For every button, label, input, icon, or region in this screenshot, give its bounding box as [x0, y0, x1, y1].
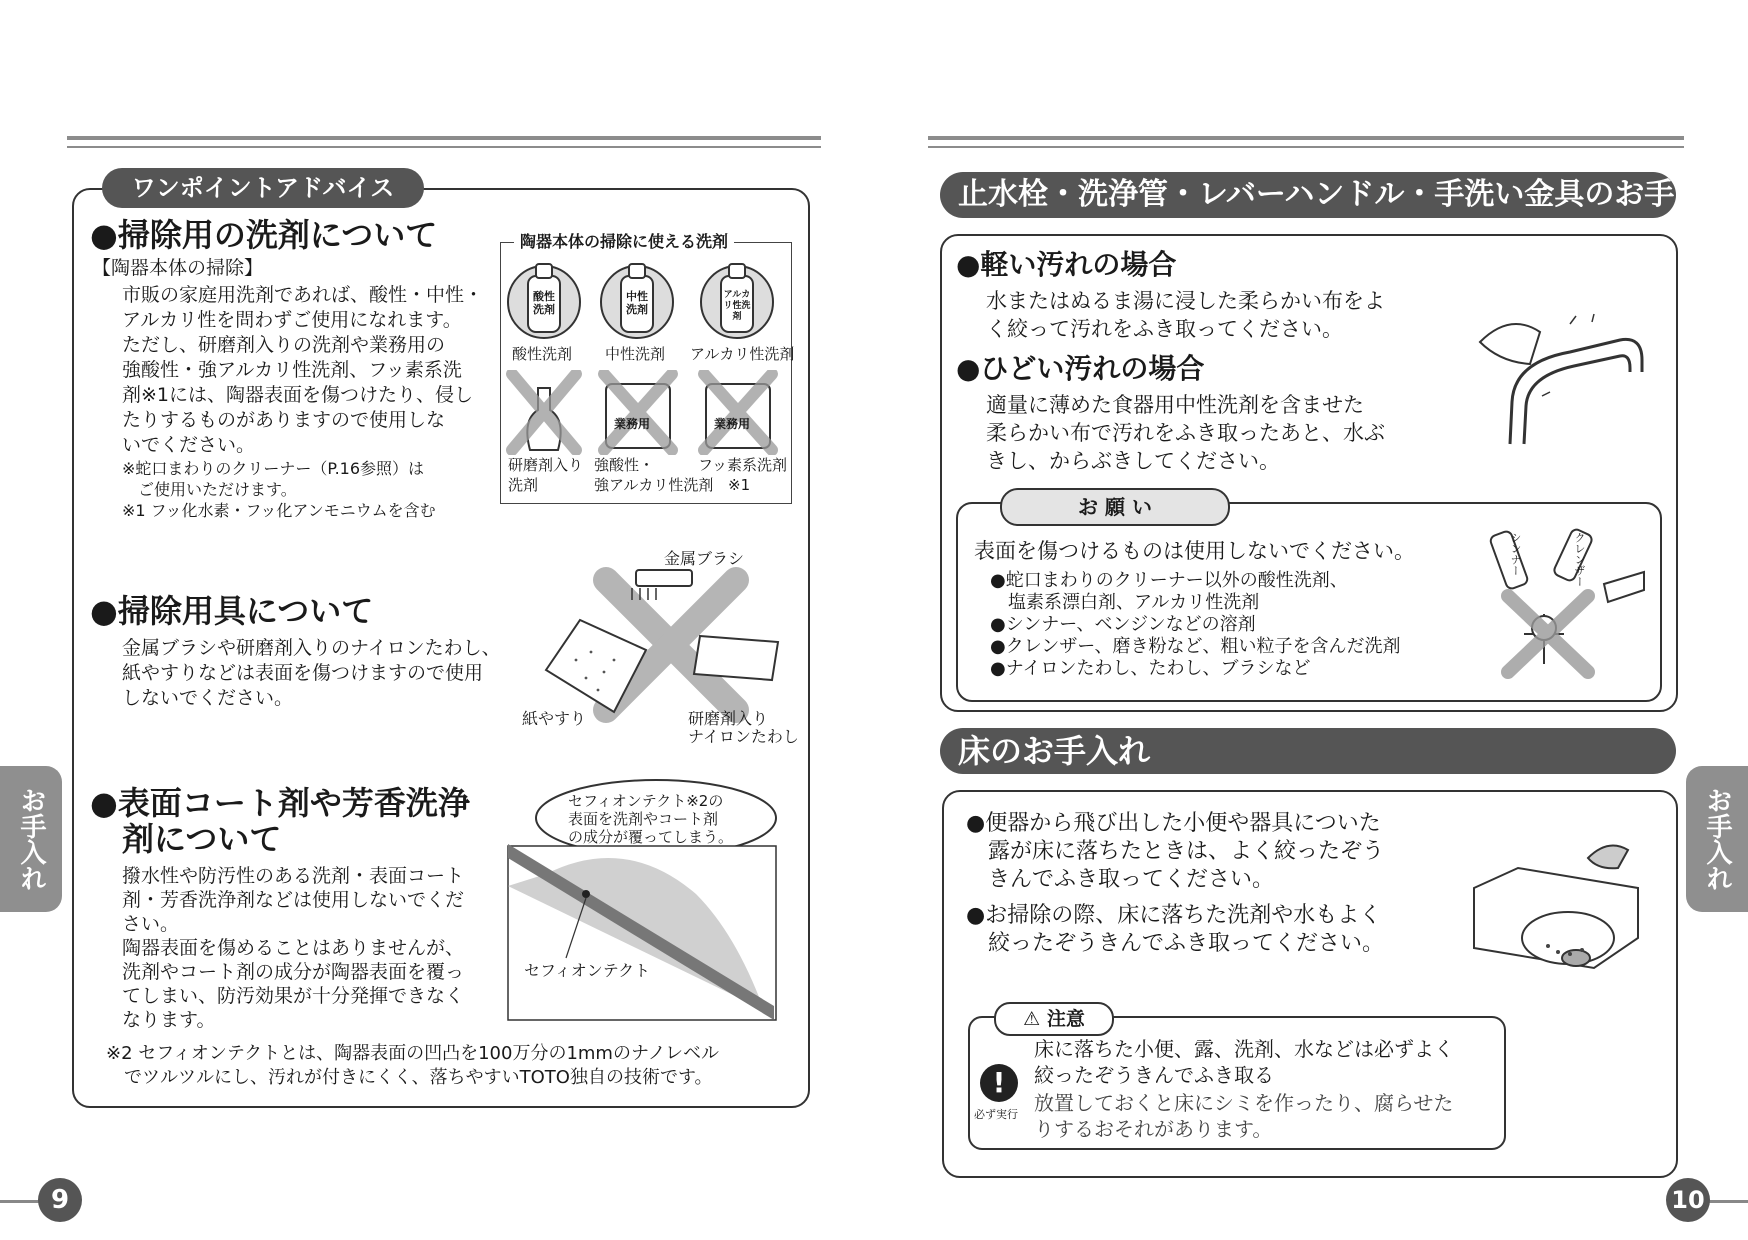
- ok-label: 中性洗剤: [605, 345, 666, 363]
- coating-body-line: 洗剤やコート剤の成分が陶器表面を覆っ: [122, 961, 465, 983]
- tools-body-line: しないでください。: [122, 687, 294, 709]
- coating-body-line: 陶器表面を傷めることはありませんが、: [122, 937, 465, 959]
- right-top-rule-thin: [928, 146, 1684, 148]
- request-label: お 願 い: [1000, 488, 1230, 526]
- body-line: 強酸性・強アルカリ性洗剤、フッ素系洗: [122, 359, 462, 381]
- coating-body-line: さい。: [122, 913, 180, 935]
- request-lead: 表面を傷つけるものは使用しないでください。: [974, 539, 1415, 563]
- metal-brush-label: 金属ブラシ: [664, 549, 745, 568]
- tools-body-line: 紙やすりなどは表面を傷つけますので使用: [122, 662, 484, 684]
- ng-label: 研磨剤入り: [508, 456, 584, 474]
- thinner-bottle-label: シンナー: [1509, 532, 1522, 576]
- floor-line: 絞ったぞうきんでふき取ってください。: [966, 931, 1385, 956]
- bubble-line: 表面を洗剤やコート剤: [568, 810, 719, 828]
- ng-label: 強アルカリ性洗剤: [594, 476, 714, 494]
- mandatory-icon: !: [980, 1064, 1018, 1102]
- caution-bold-line: 絞ったぞうきんでふき取る: [1034, 1063, 1274, 1087]
- ok-label: 酸性洗剤: [512, 345, 573, 363]
- floor-line: きんでふき取ってください。: [966, 867, 1275, 892]
- request-item: ●蛇口まわりのクリーナー以外の酸性洗剤、: [990, 570, 1348, 591]
- ok-label: アルカリ性洗剤: [690, 345, 795, 363]
- body-line: いでください。: [122, 434, 256, 456]
- floor-section-title: 床のお手入れ: [940, 728, 1676, 774]
- request-item: 塩素系漂白剤、アルカリ性洗剤: [990, 592, 1260, 613]
- heavy-dirt-line: 適量に薄めた食器用中性洗剤を含ませた: [986, 393, 1364, 417]
- heavy-dirt-line: 柔らかい布で汚れをふき取ったあと、水ぶ: [986, 421, 1385, 445]
- ng-bottles-illustration: [500, 370, 790, 455]
- light-dirt-line: く絞って汚れをふき取ってください。: [986, 317, 1343, 341]
- coating-body-line: なります。: [122, 1009, 216, 1031]
- coating-heading: 剤について: [122, 820, 282, 858]
- ng-bottle-text: 業務用: [714, 417, 751, 431]
- request-item: ●クレンザー、磨き粉など、粗い粒子を含んだ洗剤: [990, 636, 1401, 657]
- caution-bold-line: 床に落ちた小便、露、洗剤、水などは必ずよく: [1034, 1037, 1454, 1061]
- cleanser-bottle-label: クレンザー: [1573, 532, 1586, 587]
- tools-heading: ●掃除用具について: [90, 592, 374, 630]
- coating-body-line: 撥水性や防汚性のある洗剤・表面コート: [122, 865, 465, 887]
- request-item: ●シンナー、ベンジンなどの溶剤: [990, 614, 1256, 635]
- floor-line: ●便器から飛び出した小便や器具についた: [966, 811, 1381, 836]
- caution-body-line: 放置しておくと床にシミを作ったり、腐らせた: [1034, 1091, 1454, 1115]
- body-line: ただし、研磨剤入りの洗剤や業務用の: [122, 334, 446, 356]
- ng-label: フッ素系洗剤: [698, 456, 787, 474]
- right-top-rule: [928, 136, 1684, 140]
- bubble-line: の成分が覆ってしまう。: [568, 828, 734, 846]
- ng-label: 洗剤: [508, 476, 539, 494]
- sandpaper-label: 紙やすり: [522, 709, 587, 728]
- detergent-heading: ●掃除用の洗剤について: [90, 216, 438, 254]
- right-section-tab[interactable]: お手入れ: [1686, 766, 1748, 912]
- coating-heading: ●表面コート剤や芳香洗浄: [90, 784, 470, 822]
- floor-line: 露が床に落ちたときは、よく絞ったぞう: [966, 839, 1385, 864]
- coating-body-line: てしまい、防汚効果が十分発揮できなく: [122, 985, 465, 1007]
- bubble-line: セフィオンテクト※2の: [568, 792, 724, 810]
- toilet-floor-illustration: [1458, 828, 1648, 990]
- note-line: ※蛇口まわりのクリーナー（P.16参照）は: [122, 459, 425, 478]
- ng-bottle-text: 業務用: [614, 417, 651, 431]
- light-dirt-heading: ●軽い汚れの場合: [956, 248, 1177, 281]
- heavy-dirt-line: きし、からぶきしてください。: [986, 449, 1280, 473]
- body-line: 剤※1には、陶器表面を傷つけたり、侵し: [122, 384, 474, 406]
- footnote-line: でツルツルにし、汚れが付きにくく、落ちやすいTOTO独自の技術です。: [106, 1067, 713, 1088]
- right-page-line: [1708, 1200, 1748, 1203]
- body-line: たりするものがありますので使用しな: [122, 409, 446, 431]
- body-line: 市販の家庭用洗剤であれば、酸性・中性・: [122, 284, 484, 306]
- right-page-number: 10: [1666, 1178, 1710, 1222]
- ok-bottle-text: 中性洗剤: [626, 290, 648, 316]
- caution-label: ⚠ 注意: [994, 1002, 1114, 1036]
- faucet-wipe-illustration: [1470, 312, 1650, 448]
- nylon-scrub-label: ナイロンたわし: [688, 727, 799, 746]
- left-page-number: 9: [38, 1178, 82, 1222]
- ok-bottle-text: 酸性洗剤: [533, 290, 555, 316]
- light-dirt-line: 水またはぬるま湯に浸した柔らかい布をよ: [986, 289, 1385, 313]
- tools-body-line: 金属ブラシや研磨剤入りのナイロンたわし、: [122, 637, 501, 659]
- left-top-rule-thin: [67, 146, 821, 148]
- nylon-scrub-label: 研磨剤入り: [688, 709, 769, 728]
- left-top-rule: [67, 136, 821, 140]
- request-item: ●ナイロンたわし、たわし、ブラシなど: [990, 658, 1311, 679]
- caution-body-line: りするおそれがあります。: [1034, 1117, 1273, 1141]
- cefiontect-label: セフィオンテクト: [524, 961, 651, 980]
- left-section-tab[interactable]: お手入れ: [0, 766, 62, 912]
- ng-label: ※1: [728, 476, 751, 494]
- heavy-dirt-heading: ●ひどい汚れの場合: [956, 352, 1205, 385]
- left-page-line: [0, 1200, 40, 1203]
- faucet-section-title: 止水栓・洗浄管・レバーハンドル・手洗い金具のお手: [940, 172, 1676, 218]
- footnote-line: ※2 セフィオンテクトとは、陶器表面の凹凸を100万分の1mmのナノレベル: [106, 1043, 719, 1064]
- note-line: ご使用いただけます。: [122, 480, 297, 499]
- note-line: ※1 フッ化水素・フッ化アンモニウムを含む: [122, 501, 436, 520]
- detergent-box-title: 陶器本体の掃除に使える洗剤: [514, 231, 734, 252]
- mandatory-label: 必ず実行: [974, 1108, 1018, 1121]
- floor-line: ●お掃除の際、床に落ちた洗剤や水もよく: [966, 903, 1382, 928]
- body-line: アルカリ性を問わずご使用になれます。: [122, 309, 462, 331]
- advice-label: ワンポイントアドバイス: [102, 168, 424, 208]
- ng-label: 強酸性・: [594, 456, 655, 474]
- ok-bottle-text: アルカリ性洗剤: [723, 290, 751, 322]
- ceramic-subheading: 【陶器本体の掃除】: [92, 257, 264, 279]
- coating-body-line: 剤・芳香洗浄剤などは使用しないでくだ: [122, 889, 465, 911]
